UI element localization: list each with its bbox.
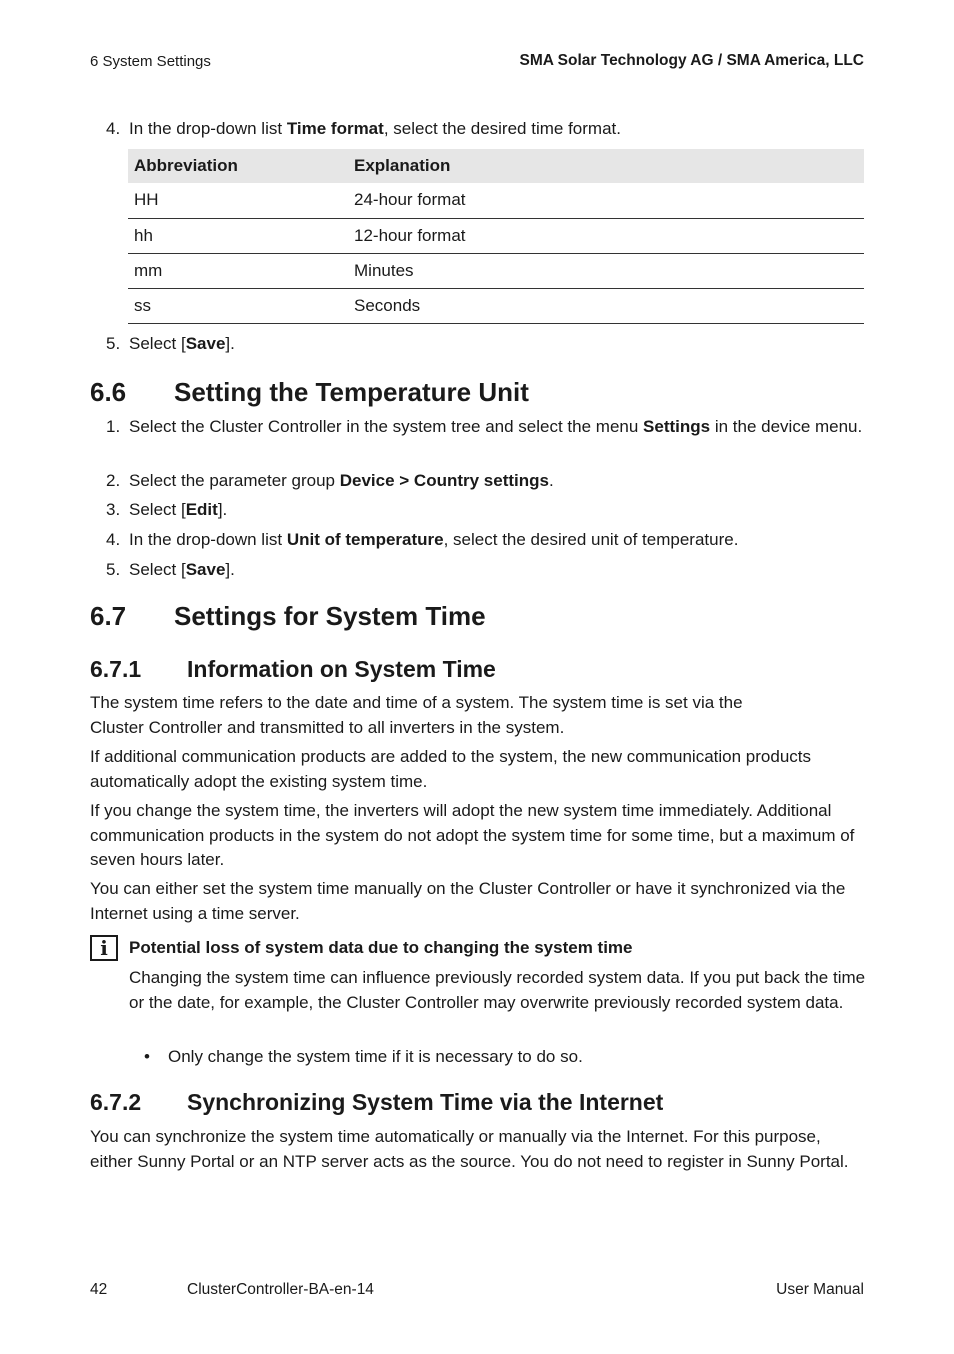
information-icon: i xyxy=(90,935,118,961)
step-number: 5. xyxy=(106,560,121,579)
table-cell: Minutes xyxy=(348,253,864,288)
step-text: Select [Edit]. xyxy=(129,500,228,519)
table-cell: ss xyxy=(128,288,348,323)
table-header-row xyxy=(128,149,864,183)
section-number: 6.7.1 xyxy=(90,656,142,682)
step-number: 4. xyxy=(106,119,121,138)
step-number: 3. xyxy=(106,500,121,519)
step-number: 5. xyxy=(106,334,121,353)
table-cell: Seconds xyxy=(348,288,864,323)
step-parameter-group xyxy=(106,469,866,494)
step-text: Select [Save]. xyxy=(129,560,235,579)
step-time-format xyxy=(106,117,866,142)
bullet-icon: • xyxy=(144,1047,150,1066)
section-number: 6.7.2 xyxy=(90,1089,142,1115)
running-header-section: 6 System Settings xyxy=(90,53,211,70)
step-number: 4. xyxy=(106,530,121,549)
paragraph: If you change the system time, the inverters will adopt the new system time immediately. Additional communication products in the system do not adopt the system time for some time, but a maximum of seven hours later. xyxy=(90,801,855,869)
page-number: 42 xyxy=(90,1281,108,1298)
paragraph: If additional communication products are added to the system, the new communication products automatically adopt the existing system time. xyxy=(90,747,811,791)
document-id: ClusterController-BA-en-14 xyxy=(187,1281,374,1298)
table-row xyxy=(128,218,864,253)
paragraph: The system time refers to the date and time of a system. The system time is set via the Cluster Controller and transmitted to all inverters in the system. xyxy=(90,693,743,737)
column-header-abbreviation: Abbreviation xyxy=(128,149,348,183)
column-header-explanation: Explanation xyxy=(348,149,864,183)
table-cell: HH xyxy=(128,183,348,218)
notice-title: Potential loss of system data due to changing the system time xyxy=(129,938,633,957)
section-title: Settings for System Time xyxy=(174,601,486,631)
section-title: Information on System Time xyxy=(187,656,496,682)
step-text: Select [Save]. xyxy=(129,334,235,353)
table-cell: 12-hour format xyxy=(348,218,864,253)
section-number: 6.7 xyxy=(90,601,127,631)
section-heading-6-7 xyxy=(90,601,486,632)
table-cell: hh xyxy=(128,218,348,253)
table-row xyxy=(128,288,864,323)
section-heading-6-6 xyxy=(90,377,529,408)
table-row xyxy=(128,183,864,218)
step-unit-of-temperature xyxy=(106,528,866,553)
notice-bullet: Only change the system time if it is necessary to do so. xyxy=(168,1047,583,1066)
step-select-controller xyxy=(106,415,866,440)
step-text: Select the Cluster Controller in the system tree and select the menu Settings in the device menu. xyxy=(129,417,863,436)
table-cell: mm xyxy=(128,253,348,288)
section-title: Synchronizing System Time via the Internet xyxy=(187,1089,664,1115)
table-cell: 24-hour format xyxy=(348,183,864,218)
step-text: In the drop-down list Unit of temperature, select the desired unit of temperature. xyxy=(129,530,739,549)
subsection-heading-6-7-2 xyxy=(90,1089,663,1116)
step-edit xyxy=(106,498,866,523)
subsection-heading-6-7-1 xyxy=(90,656,496,683)
paragraph: You can either set the system time manually on the Cluster Controller or have it synchronized via the Internet using a time server. xyxy=(90,879,846,923)
step-save xyxy=(106,332,866,357)
step-number: 1. xyxy=(106,417,121,436)
notice-text: Changing the system time can influence previously recorded system data. If you put back the time or the date, for example, the Cluster Controller may overwrite previously recorded system data. xyxy=(129,968,866,1012)
step-text: Select the parameter group Device > Country settings. xyxy=(129,471,554,490)
step-text: In the drop-down list Time format, select the desired time format. xyxy=(129,119,621,138)
section-number: 6.6 xyxy=(90,377,127,407)
paragraph: You can synchronize the system time automatically or manually via the Internet. For this purpose, either Sunny Portal or an NTP server acts as the source. You do not need to register in Sunny Portal. xyxy=(90,1127,849,1171)
document-type: User Manual xyxy=(776,1281,864,1298)
section-title: Setting the Temperature Unit xyxy=(174,377,529,407)
table-row xyxy=(128,253,864,288)
running-header-company: SMA Solar Technology AG / SMA America, LLC xyxy=(519,52,864,69)
step-save xyxy=(106,558,866,583)
step-number: 2. xyxy=(106,471,121,490)
time-format-table xyxy=(128,149,864,324)
